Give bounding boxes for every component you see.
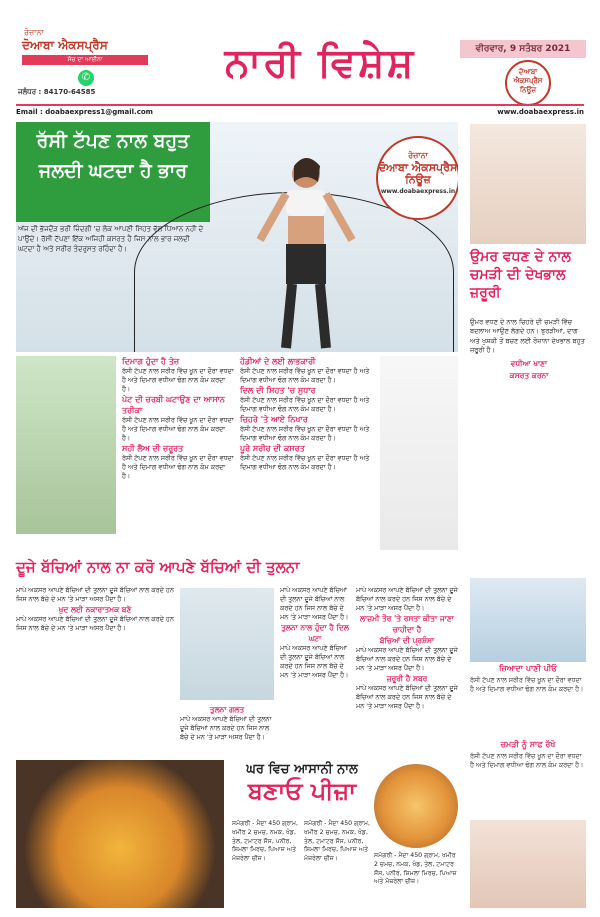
middle-column-1: [122, 356, 234, 481]
bones-text: ਰੱਸੀ ਟੱਪਣ ਨਾਲ ਸਰੀਰ ਵਿੱਚ ਖੂਨ ਦਾ ਦੌਰਾ ਵਧਦਾ ਹੈ ਅਤੇ ਦਿਮਾਗ ਵਧੀਆ ਢੰਗ ਨਾਲ ਕੰਮ ਕਰਦਾ ਹੈ।: [240, 367, 370, 384]
whatsapp-icon: ✆: [78, 70, 94, 86]
hero-logo-name: ਦੋਆਬਾ ਐਕਸਪ੍ਰੈਸ ਨਿਊਜ਼: [378, 161, 458, 186]
email: Email : doabaexpress1@gmail.com: [16, 108, 153, 116]
pizza-text-1: ਸਮੱਗਰੀ - ਮੈਦਾ 450 ਗ੍ਰਾਮ, ਖਮੀਰ 2 ਚਮਚ, ਨਮਕ, ਖੰਡ, ਤੇਲ, ਟਮਾਟਰ ਸੌਸ, ਪਨੀਰ, ਸ਼ਿਮਲਾ ਮਿਰਚ, ਪਿਆਜ਼ ਅਤੇ ਮੋਜ਼ਰੇਲਾ ਚੀਜ਼।: [232, 820, 298, 863]
pizza-heading-b: ਬਣਾਓ ਪੀਜ਼ਾ: [247, 777, 357, 805]
compare-text-1: ਮਾਪੇ ਅਕਸਰ ਆਪਣੇ ਬੱਚਿਆਂ ਦੀ ਤੁਲਨਾ ਦੂਜੇ ਬੱਚਿਆਂ ਨਾਲ ਕਰਦੇ ਹਨ ਜਿਸ ਨਾਲ ਬੱਚੇ ਦੇ ਮਨ 'ਤੇ ਮਾੜਾ ਅਸਰ ਪੈਂਦਾ ਹੈ।: [16, 586, 174, 603]
water-heading: ਜ਼ਿਆਦਾ ਪਾਣੀ ਪੀਓ: [498, 664, 557, 673]
pizza-image-right: [374, 764, 458, 848]
middle-column-2: [240, 356, 374, 472]
compare-head-5: ਬੱਚਿਆਂ ਦੀ ਪ੍ਰਸ਼ੰਸਾ: [379, 636, 435, 645]
compare-column-1: [16, 586, 174, 633]
full-body-heading: ਪੂਰੇ ਸਰੀਰ ਦੀ ਕਸਰਤ: [240, 444, 305, 453]
compare-head-1: ਖੁਦ ਲਈ ਨਕਾਰਾਤਮਕ ਬਣੋ: [58, 605, 132, 614]
full-body-text: ਰੱਸੀ ਟੱਪਣ ਨਾਲ ਸਰੀਰ ਵਿੱਚ ਖੂਨ ਦਾ ਦੌਰਾ ਵਧਦਾ ਹੈ ਅਤੇ ਦਿਮਾਗ ਵਧੀਆ ਢੰਗ ਨਾਲ ਕੰਮ ਕਰਦਾ ਹੈ।: [240, 454, 370, 471]
pizza-text-3: ਸਮੱਗਰੀ - ਮੈਦਾ 450 ਗ੍ਰਾਮ, ਖਮੀਰ 2 ਚਮਚ, ਨਮਕ, ਖੰਡ, ਤੇਲ, ਟਮਾਟਰ ਸੌਸ, ਪਨੀਰ, ਸ਼ਿਮਲਾ ਮਿਰਚ, ਪਿਆਜ਼ ਅਤੇ ਮੋਜ਼ਰੇਲਾ ਚੀਜ਼।: [374, 852, 457, 886]
hero-body: ਅੱਜ ਦੀ ਭੱਜਦੌੜ ਭਰੀ ਜ਼ਿੰਦਗੀ 'ਚ ਲੋਕ ਆਪਣੀ ਸਿਹਤ ਵੱਲ ਧਿਆਨ ਨਹੀਂ ਦੇ ਪਾਉਂਦੇ। ਰੱਸੀ ਟੱਪਣਾ ਇੱਕ ਅਜਿਹੀ ਕਸਰਤ ਹੈ ਜਿਸ ਨਾਲ ਭਾਰ ਜਲਦੀ ਘਟਦਾ ਹੈ ਅਤੇ ਸਰੀਰ ਤੰਦਰੁਸਤ ਰਹਿੰਦਾ ਹੈ।: [18, 225, 204, 253]
subhead-food: ਵਧੀਆ ਖਾਣਾ: [510, 358, 548, 368]
compare-text-4: ਮਾਪੇ ਅਕਸਰ ਆਪਣੇ ਬੱਚਿਆਂ ਦੀ ਤੁਲਨਾ ਦੂਜੇ ਬੱਚਿਆਂ ਨਾਲ ਕਰਦੇ ਹਨ ਜਿਸ ਨਾਲ ਬੱਚੇ ਦੇ ਮਨ 'ਤੇ ਮਾੜਾ ਅਸਰ ਪੈਂਦਾ ਹੈ।: [356, 586, 458, 612]
whatsapp-number: ਜਲੰਧਰ : 84170-64585: [18, 88, 96, 96]
woman-face-image: [470, 124, 586, 244]
pizza-heading-a: ਘਰ ਵਿਚ ਆਸਾਨੀ ਨਾਲ: [246, 762, 358, 777]
compare-text-3: ਮਾਪੇ ਅਕਸਰ ਆਪਣੇ ਬੱਚਿਆਂ ਦੀ ਤੁਲਨਾ ਦੂਜੇ ਬੱਚਿਆਂ ਨਾਲ ਕਰਦੇ ਹਨ ਜਿਸ ਨਾਲ ਬੱਚੇ ਦੇ ਮਨ 'ਤੇ ਮਾੜਾ ਅਸਰ ਪੈਂਦਾ ਹੈ।: [280, 586, 349, 621]
brand-name: ਦੋਆਬਾ ਐਕਸਪ੍ਰੈਸ: [22, 38, 148, 54]
rhythm-text: ਰੱਸੀ ਟੱਪਣ ਨਾਲ ਸਰੀਰ ਵਿੱਚ ਖੂਨ ਦਾ ਦੌਰਾ ਵਧਦਾ ਹੈ ਅਤੇ ਦਿਮਾਗ ਵਧੀਆ ਢੰਗ ਨਾਲ ਕੰਮ ਕਰਦਾ ਹੈ।: [122, 454, 234, 480]
face-glow-text: ਰੱਸੀ ਟੱਪਣ ਨਾਲ ਸਰੀਰ ਵਿੱਚ ਖੂਨ ਦਾ ਦੌਰਾ ਵਧਦਾ ਹੈ ਅਤੇ ਦਿਮਾਗ ਵਧੀਆ ਢੰਗ ਨਾਲ ਕੰਮ ਕਰਦਾ ਹੈ।: [240, 425, 370, 442]
brain-text: ਰੱਸੀ ਟੱਪਣ ਨਾਲ ਸਰੀਰ ਵਿੱਚ ਖੂਨ ਦਾ ਦੌਰਾ ਵਧਦਾ ਹੈ ਅਤੇ ਦਿਮਾਗ ਵਧੀਆ ਢੰਗ ਨਾਲ ਕੰਮ ਕਰਦਾ ਹੈ।: [122, 367, 234, 393]
rhythm-heading: ਸਹੀ ਲੈਅ ਦੀ ਜ਼ਰੂਰਤ: [122, 444, 184, 453]
hero-section: [16, 122, 458, 352]
skin-care-text: ਉਮਰ ਵਧਣ ਦੇ ਨਾਲ ਚਿਹਰੇ ਦੀ ਚਮੜੀ ਵਿੱਚ ਬਦਲਾਅ ਆਉਣ ਲੱਗਦੇ ਹਨ। ਝੁਰੜੀਆਂ, ਦਾਗ ਅਤੇ ਖੁਸ਼ਕੀ ਤੋਂ ਬਚਣ ਲਈ ਰੋਜ਼ਾਨਾ ਦੇਖਭਾਲ ਬਹੁਤ ਜ਼ਰੂਰੀ ਹੈ।: [470, 318, 585, 355]
belly-fat-heading: ਪੇਟ ਦੀ ਚਰਬੀ ਘਟਾਉਣ ਦਾ ਆਸਾਨ ਤਰੀਕਾ: [122, 395, 225, 415]
face-glow-heading: ਚਿਹਰੇ 'ਤੇ ਆਏ ਨਿਖਾਰ: [240, 415, 308, 424]
pizza-text-2: ਸਮੱਗਰੀ - ਮੈਦਾ 450 ਗ੍ਰਾਮ, ਖਮੀਰ 2 ਚਮਚ, ਨਮਕ, ਖੰਡ, ਤੇਲ, ਟਮਾਟਰ ਸੌਸ, ਪਨੀਰ, ਸ਼ਿਮਲਾ ਮਿਰਚ, ਪਿਆਜ਼ ਅਤੇ ਮੋਜ਼ਰੇਲਾ ਚੀਜ਼।: [304, 820, 370, 863]
subhead-exercise: ਕਸਰਤ ਕਰਨਾ: [509, 371, 549, 381]
pizza-heading: [232, 762, 372, 805]
child-image: [180, 588, 274, 700]
contact-bar: [16, 104, 584, 116]
compare-head-3: ਤੁਲਨਾ ਨਾਲ ਹੁੰਦਾ ਹੈ ਦਿਲ ਘਟਾ: [281, 623, 349, 643]
water-text: ਰੱਸੀ ਟੱਪਣ ਨਾਲ ਸਰੀਰ ਵਿੱਚ ਖੂਨ ਦਾ ਦੌਰਾ ਵਧਦਾ ਹੈ ਅਤੇ ਦਿਮਾਗ ਵਧੀਆ ਢੰਗ ਨਾਲ ਕੰਮ ਕਰਦਾ ਹੈ।: [470, 676, 584, 693]
heart-text: ਰੱਸੀ ਟੱਪਣ ਨਾਲ ਸਰੀਰ ਵਿੱਚ ਖੂਨ ਦਾ ਦੌਰਾ ਵਧਦਾ ਹੈ ਅਤੇ ਦਿਮਾਗ ਵਧੀਆ ਢੰਗ ਨਾਲ ਕੰਮ ਕਰਦਾ ਹੈ।: [240, 396, 370, 413]
compare-text-1b: ਮਾਪੇ ਅਕਸਰ ਆਪਣੇ ਬੱਚਿਆਂ ਦੀ ਤੁਲਨਾ ਦੂਜੇ ਬੱਚਿਆਂ ਨਾਲ ਕਰਦੇ ਹਨ ਜਿਸ ਨਾਲ ਬੱਚੇ ਦੇ ਮਨ 'ਤੇ ਮਾੜਾ ਅਸਰ ਪੈਂਦਾ ਹੈ।: [16, 615, 174, 632]
heart-heading: ਦਿਲ ਦੀ ਸਿਹਤ 'ਚ ਸੁਧਾਰ: [240, 386, 316, 395]
drinking-water-image: [470, 578, 586, 662]
compare-head-2: ਤੁਲਨਾ ਗਲਤ: [209, 705, 245, 714]
logo-right: ਦੋਆਬਾ ਐਕਸਪ੍ਰੈਸ ਨਿਊਜ਼: [505, 60, 551, 106]
woman-rope-image: [380, 356, 458, 550]
compare-heading: ਦੂਜੇ ਬੱਚਿਆਂ ਨਾਲ ਨਾ ਕਰੋ ਆਪਣੇ ਬੱਚਿਆਂ ਦੀ ਤੁਲਨਾ: [16, 558, 300, 576]
masthead: [0, 0, 600, 108]
pizza-image-left: [16, 760, 224, 908]
website: www.doabaexpress.in: [497, 108, 584, 116]
hero-logo-top: ਰੋਜ਼ਾਨਾ: [408, 151, 428, 160]
brand-tag: ਸੱਚ ਦਾ ਆਈਨਾ: [22, 55, 148, 65]
compare-column-3: [280, 586, 350, 680]
compare-head-6: ਜ਼ਰੂਰੀ ਹੈ ਸਬਰ: [386, 674, 428, 683]
hero-logo-url: www.doabaexpress.in: [380, 188, 456, 195]
clean-skin-text: ਰੱਸੀ ਟੱਪਣ ਨਾਲ ਸਰੀਰ ਵਿੱਚ ਖੂਨ ਦਾ ਦੌਰਾ ਵਧਦਾ ਹੈ ਅਤੇ ਦਿਮਾਗ ਵਧੀਆ ਢੰਗ ਨਾਲ ਕੰਮ ਕਰਦਾ ਹੈ।: [470, 752, 584, 769]
date-bar: ਵੀਰਵਾਰ, 9 ਸਤੰਬਰ 2021: [460, 40, 586, 58]
bones-heading: ਹੱਡੀਆਂ ਦੇ ਲਈ ਲਾਭਕਾਰੀ: [240, 357, 316, 366]
skin-care-heading: ਉਮਰ ਵਧਣ ਦੇ ਨਾਲ ਚਮੜੀ ਦੀ ਦੇਖਭਾਲ ਜ਼ਰੂਰੀ: [470, 249, 571, 301]
compare-column-2: [180, 704, 274, 742]
brand-small: ਰੋਜ਼ਾਨਾ: [24, 28, 44, 37]
compare-head-4: ਲਾਜ਼ਮੀ ਤੌਰ 'ਤੇ ਰਸਤਾ ਕੀਤਾ ਜਾਣਾ ਚਾਹੀਦਾ ਹੈ: [360, 614, 454, 634]
skin-care-body: [470, 318, 588, 383]
skin-care-hands-image: [470, 820, 586, 908]
hero-heading: ਰੱਸੀ ਟੱਪਣ ਨਾਲ ਬਹੁਤ ਜਲਦੀ ਘਟਦਾ ਹੈ ਭਾਰ: [16, 122, 210, 222]
hero-logo: [376, 136, 458, 220]
clean-skin-heading: ਚਮੜੀ ਨੂੰ ਸਾਫ ਰੱਖੋ: [500, 740, 556, 749]
compare-text-2: ਮਾਪੇ ਅਕਸਰ ਆਪਣੇ ਬੱਚਿਆਂ ਦੀ ਤੁਲਨਾ ਦੂਜੇ ਬੱਚਿਆਂ ਨਾਲ ਕਰਦੇ ਹਨ ਜਿਸ ਨਾਲ ਬੱਚੇ ਦੇ ਮਨ 'ਤੇ ਮਾੜਾ ਅਸਰ ਪੈਂਦਾ ਹੈ।: [180, 715, 272, 741]
woman-jumping-image: [16, 356, 116, 534]
page-title: ਨਾਰੀ ਵਿਸ਼ੇਸ਼: [224, 40, 416, 86]
compare-text-3b: ਮਾਪੇ ਅਕਸਰ ਆਪਣੇ ਬੱਚਿਆਂ ਦੀ ਤੁਲਨਾ ਦੂਜੇ ਬੱਚਿਆਂ ਨਾਲ ਕਰਦੇ ਹਨ ਜਿਸ ਨਾਲ ਬੱਚੇ ਦੇ ਮਨ 'ਤੇ ਮਾੜਾ ਅਸਰ ਪੈਂਦਾ ਹੈ।: [280, 644, 349, 679]
compare-text-5: ਮਾਪੇ ਅਕਸਰ ਆਪਣੇ ਬੱਚਿਆਂ ਦੀ ਤੁਲਨਾ ਦੂਜੇ ਬੱਚਿਆਂ ਨਾਲ ਕਰਦੇ ਹਨ ਜਿਸ ਨਾਲ ਬੱਚੇ ਦੇ ਮਨ 'ਤੇ ਮਾੜਾ ਅਸਰ ਪੈਂਦਾ ਹੈ।: [356, 646, 458, 672]
compare-text-6: ਮਾਪੇ ਅਕਸਰ ਆਪਣੇ ਬੱਚਿਆਂ ਦੀ ਤੁਲਨਾ ਦੂਜੇ ਬੱਚਿਆਂ ਨਾਲ ਕਰਦੇ ਹਨ ਜਿਸ ਨਾਲ ਬੱਚੇ ਦੇ ਮਨ 'ਤੇ ਮਾੜਾ ਅਸਰ ਪੈਂਦਾ ਹੈ।: [356, 684, 458, 710]
brain-heading: ਦਿਮਾਗ ਹੁੰਦਾ ਹੈ ਤੇਜ਼: [122, 357, 180, 366]
compare-column-4: [356, 586, 458, 711]
belly-fat-text: ਰੱਸੀ ਟੱਪਣ ਨਾਲ ਸਰੀਰ ਵਿੱਚ ਖੂਨ ਦਾ ਦੌਰਾ ਵਧਦਾ ਹੈ ਅਤੇ ਦਿਮਾਗ ਵਧੀਆ ਢੰਗ ਨਾਲ ਕੰਮ ਕਰਦਾ ਹੈ।: [122, 416, 234, 442]
woman-skipping-image: [246, 152, 366, 352]
